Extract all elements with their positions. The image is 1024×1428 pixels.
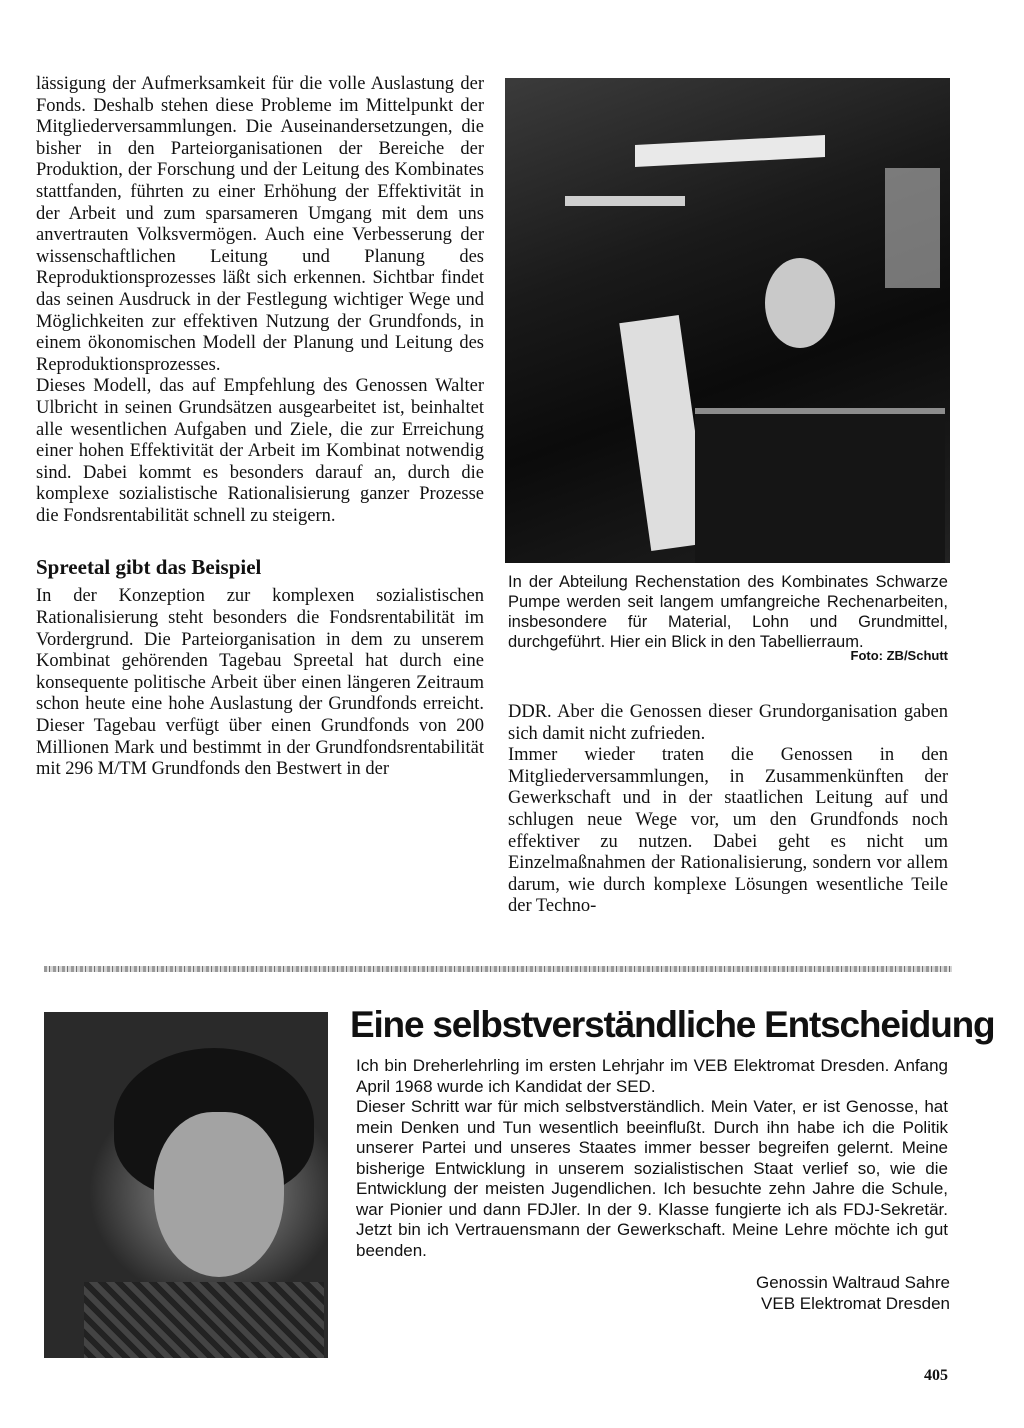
window [885, 168, 940, 288]
article-paragraph: DDR. Aber die Genossen dieser Grundorganisation gaben sich damit nicht zufrieden. [508, 702, 948, 744]
ceiling-lamp [635, 135, 825, 167]
article-left-column [36, 74, 484, 781]
woman-figure [765, 258, 835, 348]
photo-credit: Foto: ZB/Schutt [850, 648, 948, 663]
tabulating-machine [695, 408, 945, 563]
portrait-photo [44, 1012, 328, 1358]
photo-caption: In der Abteilung Rechenstation des Kombinates Schwarze Pumpe werden seit langem umfangreiche Rechenarbeiten, insbesondere für Material, Lohn und Grundmittel, durchgeführt. Hier ein Blick in den Tabellierraum. [508, 573, 948, 651]
section-divider [44, 966, 952, 972]
portrait-collar [84, 1282, 324, 1358]
signature-name: Genossin Waltraud Sahre [755, 1273, 950, 1292]
letter-paragraph: Dieser Schritt war für mich selbstverständlich. Mein Vater, er ist Genosse, hat mein Denken und Tun wesentlich beeinflußt. Durch ihn habe ich die Politik unserer Partei und unseres Staates immer besser begreifen gelernt. Meine bisherige Entwicklung in unserem sozialistischen Staat verlief so, wie die Entwicklung der meisten Jugendlichen. Ich besuchte zehn Jahre die Schule, war Pionier und dann FDJler. In der 9. Klasse fungierte ich als FDJ-Sekretär. Jetzt bin ich Vertrauensmann der Gewerkschaft. Meine Lehre möchte ich gut beenden. [356, 1097, 948, 1260]
page-number: 405 [924, 1367, 948, 1384]
article-paragraph: Immer wieder traten die Genossen in den Mitgliederversammlungen, in Zusammenkünften der Gewerkschaft und in der staatlichen Leitung auf und schlugen neue Wege vor, um den Grundfonds noch effektiver zu nutzen. Dabei geht es nicht um Einzelmaßnahmen der Rationalisierung, sondern vor allem darum, wie durch komplexe Lösungen wesentliche Teile der Techno- [508, 745, 948, 917]
article-paragraph: In der Konzeption zur komplexen sozialistischen Rationalisierung steht besonders die Fondsrentabilität im Vordergrund. Die Parteiorganisation in dem zu unserem Kombinat gehörenden Tagebau Spreetal hat durch eine konsequente politische Arbeit über einen längeren Zeitraum schon heute eine hohe Auslastung der Grundfonds erreicht. Dieser Tagebau verfügt über einen Grundfonds von 200 Millionen Mark und bestimmt in der Grundfondsrentabilität mit 296 M/TM Grundfonds den Bestwert in der [36, 586, 484, 780]
letter-paragraph: Ich bin Dreherlehrling im ersten Lehrjahr im VEB Elektromat Dresden. Anfang April 1968 wurde ich Kandidat der SED. [356, 1056, 948, 1096]
signature-organization: VEB Elektromat Dresden [761, 1294, 950, 1313]
section-subheading: Spreetal gibt das Beispiel [36, 555, 262, 580]
office-photo [505, 78, 950, 563]
article-paragraph: lässigung der Aufmerksamkeit für die volle Auslastung der Fonds. Deshalb stehen diese Probleme im Mittelpunkt der Mitgliederversammlungen. Die Auseinandersetzungen, die bisher in den Parteiorganisationen der Bereiche der Produktion, der Forschung und der Leitung des Kombinates stattfanden, führten zu einer Erhöhung der Effektivität in der Arbeit und zum sparsameren Umgang mit dem uns anvertrauten Volksvermögen. Auch eine Verbesserung der wissenschaftlichen Leitung und Planung des Reproduktionsprozesses läßt sich erkennen. Sichtbar findet das seinen Ausdruck in der Festlegung wichtiger Wege und Möglichkeiten zur effektiven Nutzung der Grundfonds, in einem ökonomischen Modell der Planung und Leitung des Reproduktionsprozesses. [36, 74, 484, 375]
article-paragraph: Dieses Modell, das auf Empfehlung des Genossen Walter Ulbricht in seinen Grundsätzen ausgearbeitet ist, beinhaltet alle wesentlichen Aufgaben und Ziele, die zur Erreichung einer hohen Effektivität der Arbeit im Kombinat notwendig sind. Dabei kommt es besonders darauf an, durch die komplexe sozialistische Rationalisierung ganzer Prozesse die Fondsrentabilität schnell zu steigern. [36, 376, 484, 526]
box-headline: Eine selbstverständliche Entscheidung [350, 1004, 995, 1045]
article-right-column [508, 702, 948, 918]
ceiling-lamp [565, 196, 685, 206]
portrait-face [154, 1112, 284, 1277]
letter-signature [756, 1272, 950, 1314]
letter-body [356, 1056, 948, 1261]
